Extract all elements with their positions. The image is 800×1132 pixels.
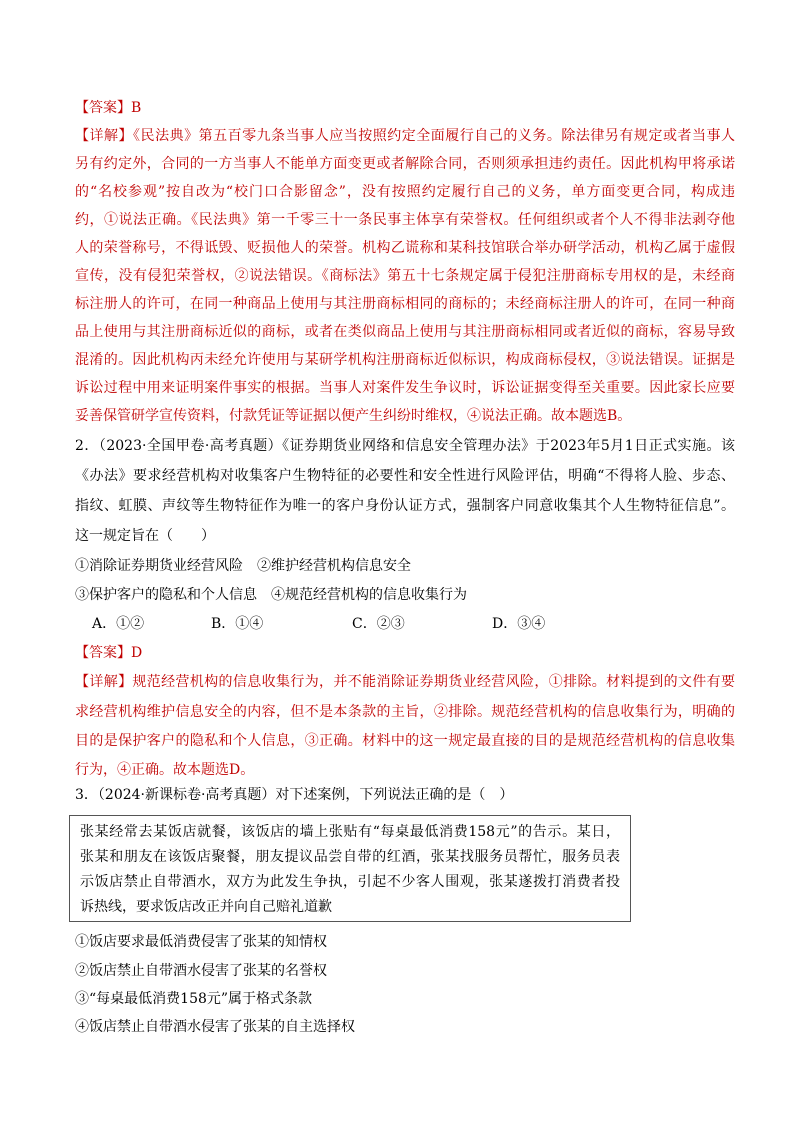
q2-stem-line: 《办法》要求经营机构对收集客户生物特征的必要性和安全性进行风险评估，明确“不得将人脸、步态、 [75,468,735,484]
q1-detail-line: 混淆的。因此机构丙未经允许使用与某研学机构注册商标近似标识，构成商标侵权，③说法错误。证据是 [75,352,735,368]
q2-option-c: C．②③ [352,616,405,632]
q2-stem-line: 2．（2023·全国甲卷·高考真题）《证券期货业网络和信息安全管理办法》于2023年5月1日正式实施。该 [75,438,735,454]
q2-stem-line: 这一规定旨在（ ） [75,528,215,544]
q1-detail-line: 人的荣誉称号，不得诋毁、贬损他人的荣誉。机构乙谎称和某科技馆联合举办研学活动，机构乙属于虚假 [75,240,735,256]
q3-case-line: 张某经常去某饭店就餐，该饭店的墙上张贴有“每桌最低消费158元”的告示。某日， [80,824,620,840]
q3-case-line: 示饭店禁止自带酒水，双方为此发生争执，引起不少客人围观，张某遂拨打消费者投 [80,874,620,890]
q3-case-line: 张某和朋友在该饭店聚餐，朋友提议品尝自带的红酒，张某找服务员帮忙，服务员表 [80,849,620,865]
q1-detail-line: 诉讼过程中用来证明案件事实的根据。当事人对案件发生争议时，诉讼证据变得至关重要。因此家长应要 [75,380,735,396]
q3-statement: ③“每桌最低消费158元”属于格式条款 [75,991,313,1007]
q3-statement: ①饭店要求最低消费侵害了张某的知情权 [75,934,327,950]
q2-detail-line: 求经营机构维护信息安全的内容，但不是本条款的主旨，②排除。规范经营机构的信息收集行为，明确的 [75,704,735,720]
q2-option-b: B．①④ [211,616,264,632]
q3-statement: ④饭店禁止自带酒水侵害了张某的自主选择权 [75,1019,355,1035]
q2-option-a: A．①② [92,616,145,632]
q2-statement: ①消除证券期货业经营风险 ②维护经营机构信息安全 [75,558,411,574]
q3-case-box [69,815,631,922]
q2-stem-line: 指纹、虹膜、声纹等生物特征作为唯一的客户身份认证方式，强制客户同意收集其个人生物特征信息”。 [75,498,735,514]
q2-answer: 【答案】D [75,645,143,661]
q3-statement: ②饭店禁止自带酒水侵害了张某的名誉权 [75,963,327,979]
q1-detail-line: 的“名校参观”按自改为“校门口合影留念”，没有按照约定履行自己的义务，单方面变更合同，构成违 [75,184,735,200]
q1-detail-line: 宣传，没有侵犯荣誉权，②说法错误。《商标法》第五十七条规定属于侵犯注册商标专用权的是，未经商 [75,268,735,284]
q2-detail-line: 目的是保护客户的隐私和个人信息，③正确。材料中的这一规定最直接的目的是规范经营机构的信息收集 [75,733,735,749]
q1-detail-line: 约，①说法正确。《民法典》第一千零三十一条民事主体享有荣誉权。任何组织或者个人不得非法剥夺他 [75,212,735,228]
q2-statement: ③保护客户的隐私和个人信息 ④规范经营机构的信息收集行为 [75,587,467,603]
q1-detail-line: 妥善保管研学宣传资料，付款凭证等证据以便产生纠纷时维权，④说法正确。故本题选B。 [75,408,632,424]
q2-option-d: D．③④ [492,616,546,632]
q1-detail-line: 另有约定外，合同的一方当事人不能单方面变更或者解除合同，否则须承担违约责任。因此机构甲将承诺 [75,156,735,172]
q1-answer: 【答案】B [75,100,142,116]
q3-case-line: 诉热线，要求饭店改正并向自己赔礼道歉 [80,899,332,915]
q1-detail-line: 标注册人的许可，在同一种商品上使用与其注册商标相同的商标的；未经商标注册人的许可，在同一种商 [75,296,735,312]
q2-detail-line: 【详解】规范经营机构的信息收集行为，并不能消除证券期货业经营风险，①排除。材料提到的文件有要 [75,674,735,690]
q1-detail-line: 【详解】《民法典》第五百零九条当事人应当按照约定全面履行自己的义务。除法律另有规定或者当事人 [75,128,735,144]
q2-detail-line: 行为，④正确。故本题选D。 [75,762,255,778]
q1-detail-line: 品上使用与其注册商标近似的商标，或者在类似商品上使用与其注册商标相同或者近似的商标，容易导致 [75,324,735,340]
q3-stem: 3．（2024·新课标卷·高考真题）对下述案例，下列说法正确的是（ ） [75,787,514,803]
